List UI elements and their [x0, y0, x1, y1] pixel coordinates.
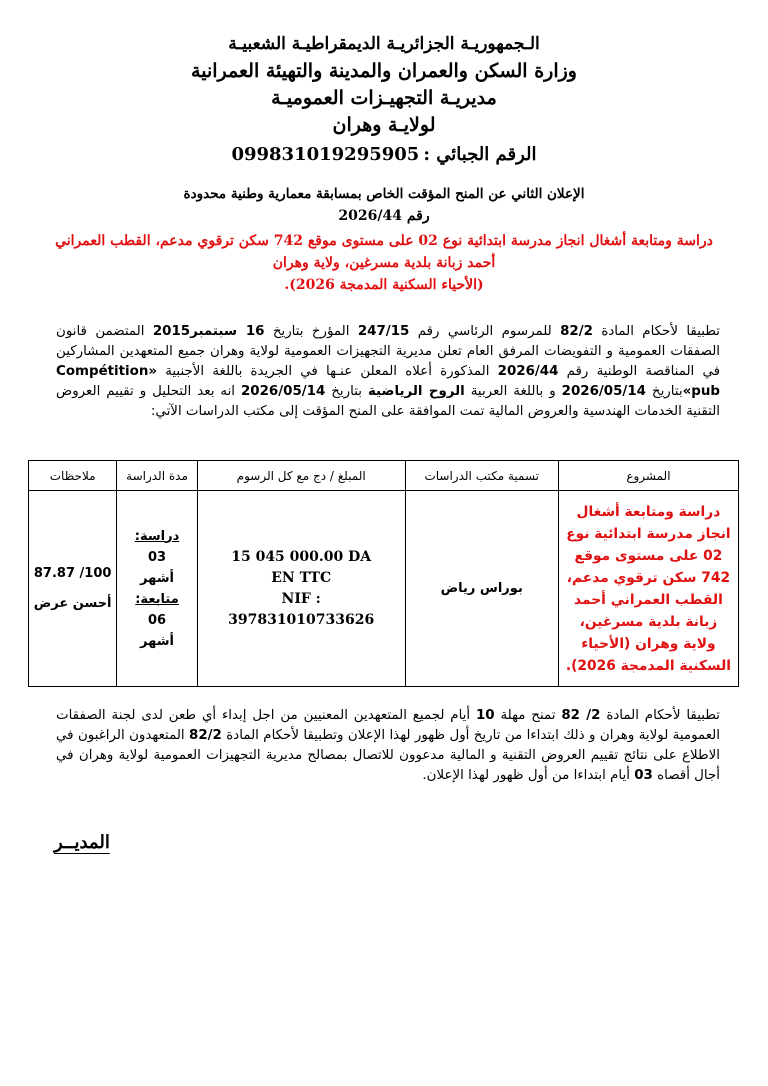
- award-table: [28, 460, 739, 687]
- table-header-row: [29, 461, 739, 491]
- appeal-text: تطبيقا لأحكام المادة: [600, 708, 720, 723]
- appeal-text: أيام لجميع المتعهدين المعنيين من اجل إبداء أي طعن لدى لجنة الصفقات العمومية لولاية وهران و ذلك ابتداءا من تاريخ أول ظهور لهذا الإعلان وتطبيقا لأحكام المادة: [56, 708, 720, 743]
- announcement-subject: [40, 230, 728, 296]
- nif-number: 397831010733626: [228, 611, 375, 628]
- intro-text: للمرسوم الرئاسي رقم: [409, 324, 561, 339]
- follow-label: متابعة:: [135, 591, 179, 607]
- amount-block: [198, 547, 405, 631]
- subject-line-2: أحمد زبانة بلدية مسرغين، ولاية وهران: [272, 255, 496, 271]
- cell-project: [558, 491, 738, 687]
- cell-amount: [197, 491, 405, 687]
- intro-text: بتاريخ: [645, 384, 683, 399]
- ministry-title: وزارة السكن والعمران والمدينة والتهيئة العمرانية: [191, 60, 577, 82]
- appeal-days-2: 03: [634, 768, 653, 783]
- notes-block: [29, 559, 116, 619]
- appeal-article: 2/ 82: [561, 708, 601, 723]
- cell-notes: [29, 491, 117, 687]
- header-notes: ملاحظات: [29, 461, 117, 491]
- intro-text: انه بعد التحليل و تقييم العروض التقنية الخدمات الهندسية والعروض المالية تمت الموافقة على المنح المؤقت إلى مكتب الدراسات الآتي:: [56, 384, 720, 419]
- amount-value: 15 045 000.00 DA: [231, 548, 372, 565]
- director-signature: المديــر: [54, 832, 110, 853]
- intro-tender-number: 2026/44: [497, 364, 559, 379]
- header-amount: المبلغ / دج مع كل الرسوم: [197, 461, 405, 491]
- appeal-article-2: 82/2: [189, 728, 222, 743]
- follow-value: 06: [147, 612, 167, 628]
- intro-article: 82/2: [560, 324, 593, 339]
- announcement-title: الإعلان الثاني عن المنح المؤقت الخاص بمسابقة معمارية وطنية محدودة: [183, 186, 585, 202]
- duration-block: [117, 526, 196, 652]
- intro-text: المذكورة أعلاه المعلن عنـها في الجريدة باللغة الأجنبية: [157, 364, 498, 379]
- study-value: 03: [147, 549, 167, 565]
- intro-arabic-newspaper: الروح الرياضية: [367, 384, 465, 399]
- score: 87.87 /100: [33, 565, 112, 581]
- appeal-paragraph: [56, 706, 720, 786]
- study-unit: أشهر: [140, 570, 174, 586]
- intro-foreign-newspaper: «Compétition pub»: [56, 364, 720, 399]
- intro-decree-number: 247/15: [357, 324, 410, 339]
- cell-office: [405, 491, 558, 687]
- intro-decree-date: 16 سبتمبر2015: [152, 324, 265, 339]
- republic-title: الـجمهوريـة الجزائريـة الديمقراطيـة الشعبيـة: [228, 34, 540, 54]
- appeal-text: أيام ابتداءا من أول ظهور لهذا الإعلان.: [422, 768, 635, 783]
- nif-label: NIF :: [281, 590, 321, 607]
- directorate-title: مديريـة التجهيـزات العموميـة: [271, 87, 497, 109]
- subject-line-3: (الأحياء السكنية المدمجة 2026).: [284, 277, 484, 293]
- project-description: دراسة ومتابعة أشغال انجاز مدرسة ابتدائية نوع 02 على مستوى موقع 742 سكن ترقوي مدعم، القطب العمراني أحمد زبانة بلدية مسرغين، ولاية وهران (الأحياء السكنية المدمجة 2026).: [565, 503, 731, 674]
- intro-paragraph: [56, 322, 720, 422]
- intro-text: المتضمن قانون الصفقات العمومية و التفويضات المرفق العام تعلن مديرية التجهيزات العمومية لولاية وهران جميع المتعهدين المشاركين في المناقصة الوطنية رقم: [56, 324, 721, 379]
- appeal-days: 10: [475, 708, 495, 723]
- table-row: [29, 491, 739, 687]
- intro-text: بتاريخ: [325, 384, 368, 399]
- amount-tax-mode: EN TTC: [271, 569, 332, 586]
- follow-unit: أشهر: [140, 633, 174, 649]
- wilaya-title: لولايـة وهران: [332, 114, 436, 136]
- header-office: تسمية مكتب الدراسات: [405, 461, 558, 491]
- intro-text: تطبيقا لأحكام المادة: [592, 324, 721, 339]
- intro-text: المؤرخ بتاريخ: [264, 324, 358, 339]
- intro-foreign-date: 2026/05/14: [561, 384, 646, 399]
- appeal-text: المتعهدون الراغبون في الاطلاع على نتائج تقييم العروض التقنية و المالية مدعوون للاتصال بمصالح مديرية التجهيزات العمومية لولاية وهران في أجال أقصاه: [56, 728, 720, 783]
- header-duration: مدة الدراسة: [117, 461, 197, 491]
- tax-number-label: الرقم الجبائي :: [423, 144, 537, 165]
- tax-number-value: 099831019295905: [231, 144, 420, 165]
- best-offer-note: أحسن عرض: [33, 595, 112, 611]
- subject-line-1: دراسة ومتابعة أشغال انجاز مدرسة ابتدائية نوع 02 على مستوى موقع 742 سكن ترقوي مدعم، القطب العمراني: [55, 233, 713, 249]
- announcement-number: رقم 2026/44: [338, 208, 430, 224]
- intro-arabic-date: 2026/05/14: [240, 384, 326, 399]
- study-label: دراسة:: [134, 528, 180, 544]
- tax-number-line: [0, 144, 768, 165]
- appeal-text: تمنح مهلة: [494, 708, 562, 723]
- office-name: بوراس رياض: [440, 581, 523, 596]
- cell-duration: [117, 491, 197, 687]
- header-project: المشروع: [558, 461, 738, 491]
- intro-text: و باللغة العربية: [464, 384, 562, 399]
